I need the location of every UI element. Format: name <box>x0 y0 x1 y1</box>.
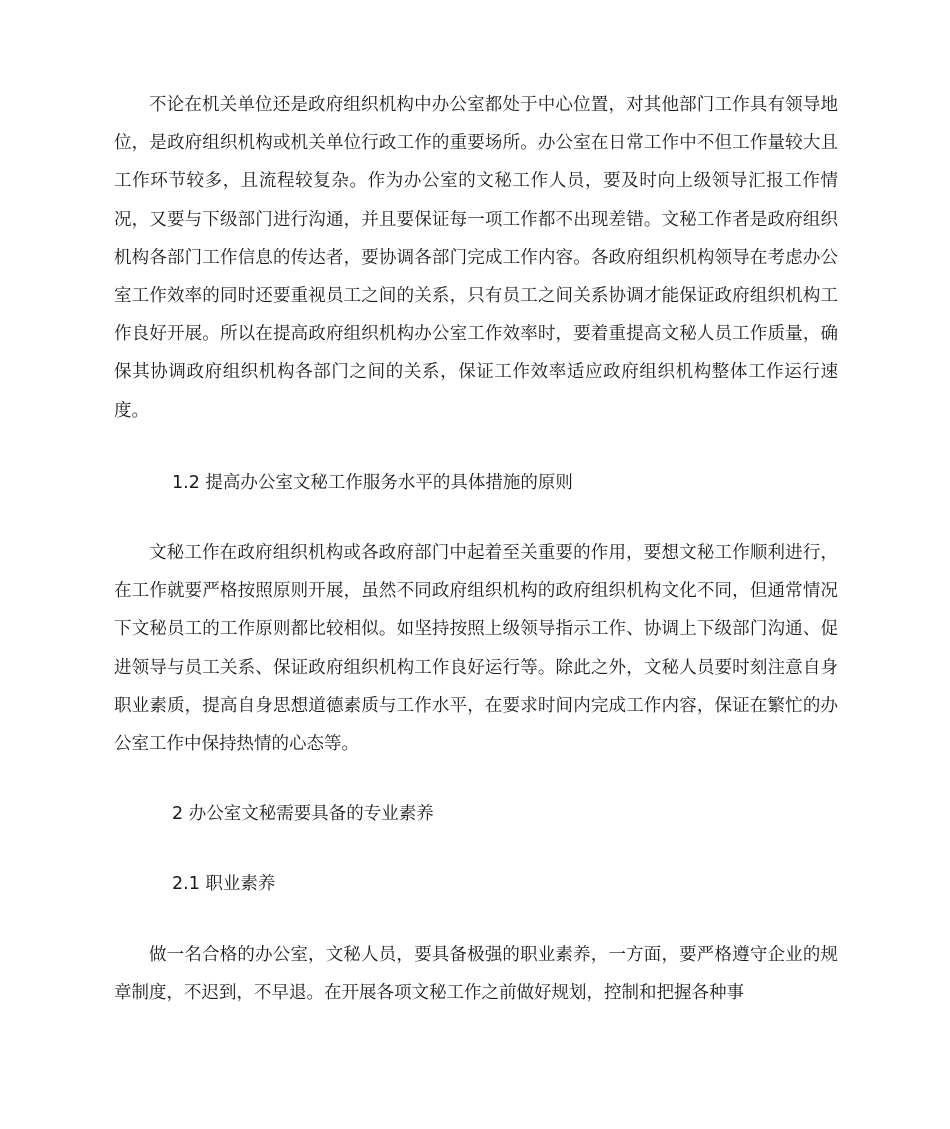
document-body <box>114 86 838 1012</box>
paragraph-secretarial-principles: 文秘工作在政府组织机构或各政府部门中起着至关重要的作用，要想文秘工作顺利进行，在工作就要严格按照原则开展，虽然不同政府组织机构的政府组织机构文化不同，但通常情况下文秘员工的工作原则都比较相似。如坚持按照上级领导指示工作、协调上下级部门沟通、促进领导与员工关系、保证政府组织机构工作良好运行等。除此之外，文秘人员要时刻注意自身职业素质，提高自身思想道德素质与工作水平，在要求时间内完成工作内容，保证在繁忙的办公室工作中保持热情的心态等。 <box>114 543 838 755</box>
section-heading-1-2: 1.2 提高办公室文秘工作服务水平的具体措施的原则 <box>172 472 573 493</box>
section-heading-2: 2 办公室文秘需要具备的专业素养 <box>172 804 434 825</box>
paragraph-office-role: 不论在机关单位还是政府组织机构中办公室都处于中心位置，对其他部门工作具有领导地位，是政府组织机构或机关单位行政工作的重要场所。办公室在日常工作中不但工作量较大且工作环节较多，且流程较复杂。作为办公室的文秘工作人员，要及时向上级领导汇报工作情况，又要与下级部门进行沟通，并且要保证每一项工作都不出现差错。文秘工作者是政府组织机构各部门工作信息的传达者，要协调各部门完成工作内容。各政府组织机构领导在考虑办公室工作效率的同时还要重视员工之间的关系，只有员工之间关系协调才能保证政府组织机构工作良好开展。所以在提高政府组织机构办公室工作效率时，要着重提高文秘人员工作质量，确保其协调政府组织机构各部门之间的关系，保证工作效率适应政府组织机构整体工作运行速度。 <box>114 95 838 421</box>
paragraph-professional-quality: 做一名合格的办公室，文秘人员，要具备极强的职业素养，一方面，要严格遵守企业的规章制度，不迟到，不早退。在开展各项文秘工作之前做好规划，控制和把握各种事 <box>114 944 838 1003</box>
section-heading-2-1: 2.1 职业素养 <box>172 874 276 895</box>
